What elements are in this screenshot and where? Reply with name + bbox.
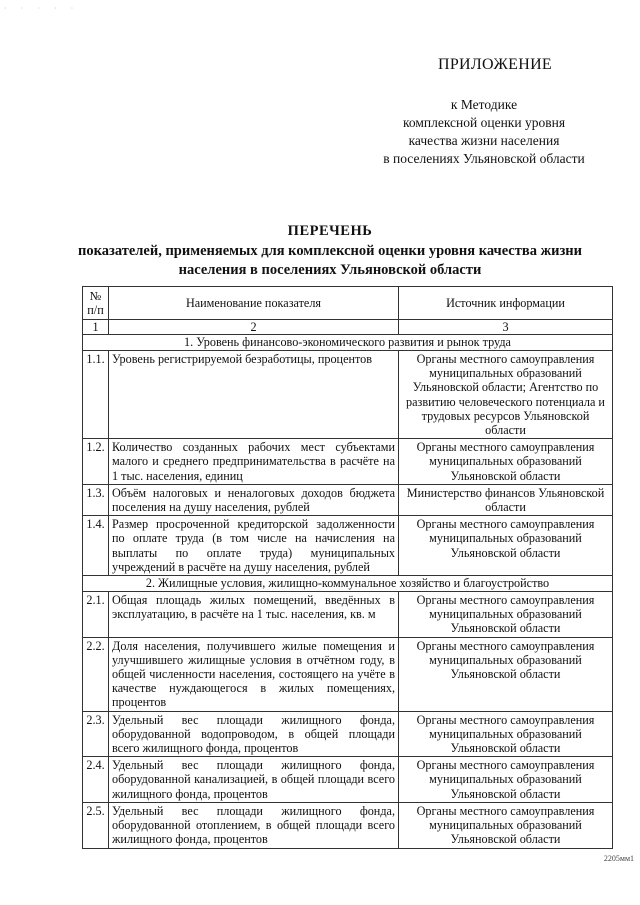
table-row (83, 637, 613, 711)
information-source: Органы местного самоуправления муниципальных образований Ульяновской области (399, 711, 613, 757)
section-title: 1. Уровень финансово-экономического развития и рынок труда (83, 335, 613, 351)
column-number: 2 (109, 320, 399, 335)
indicator-name: Доля населения, получившего жилые помещения и улучшившего жилищные условия в отчётном году, в общей численности населения, состоящего на учёте в качестве нуждающегося в жилых помещениях, процентов (109, 637, 399, 711)
indicator-name: Размер просроченной кредиторской задолженности по оплате труда (в том числе на начисления на выплаты по оплате труда) муниципальных учреждений в расчёте на душу населения, рублей (109, 516, 399, 576)
indicator-name: Общая площадь жилых помещений, введённых в эксплуатацию, в расчёте на 1 тыс. населения, кв. м (109, 592, 399, 638)
table-row (83, 439, 613, 485)
information-source: Органы местного самоуправления муниципальных образований Ульяновской области; Агентство по развитию человеческого потенциала и трудовых ресурсов Ульяновской области (399, 351, 613, 439)
page-code: 2205мм1 (603, 854, 634, 863)
column-number-row (83, 320, 613, 335)
indicator-name: Уровень регистрируемой безработицы, процентов (109, 351, 399, 439)
row-number: 2.1. (83, 592, 109, 638)
indicator-name: Удельный вес площади жилищного фонда, оборудованной канализацией, в общей площади всего жилищного фонда, процентов (109, 757, 399, 803)
row-number: 2.4. (83, 757, 109, 803)
appendix-title: ПРИЛОЖЕНИЕ (437, 56, 552, 73)
row-number: 1.2. (83, 439, 109, 485)
information-source: Органы местного самоуправления муниципальных образований Ульяновской области (399, 439, 613, 485)
information-source: Органы местного самоуправления муниципальных образований Ульяновской области (399, 592, 613, 638)
section-title: 2. Жилищные условия, жилищно-коммунальное хозяйство и благоустройство (83, 576, 613, 592)
document-subtitle: показателей, применяемых для комплексной оценки уровня качества жизни населения в поселениях Ульяновской области (78, 243, 582, 278)
information-source: Органы местного самоуправления муниципальных образований Ульяновской области (399, 516, 613, 576)
header-indicator-name: Наименование показателя (109, 287, 399, 320)
indicator-name: Количество созданных рабочих мест субъектами малого и среднего предпринимательства в расчёте на 1 тыс. населения, единиц (109, 439, 399, 485)
table-row (83, 484, 613, 515)
column-number: 1 (83, 320, 109, 335)
indicator-name: Удельный вес площади жилищного фонда, оборудованной водопроводом, в общей площади всего жилищного фонда, процентов (109, 711, 399, 757)
section-row (83, 335, 613, 351)
appendix-line: комплексной оценки уровня (402, 115, 566, 130)
section-row (83, 576, 613, 592)
table-header-row (83, 287, 613, 320)
indicator-name: Объём налоговых и неналоговых доходов бюджета поселения на душу населения, рублей (109, 484, 399, 515)
information-source: Министерство финансов Ульяновской области (399, 484, 613, 515)
row-number: 1.3. (83, 484, 109, 515)
appendix-line: качества жизни населения (408, 133, 560, 148)
table-row (83, 757, 613, 803)
appendix-line: к Методике (450, 97, 518, 112)
appendix-subtitle (354, 96, 614, 168)
header-number: № п/п (83, 287, 109, 320)
column-number: 3 (399, 320, 613, 335)
scan-margin-dots: · · · · · (4, 4, 80, 13)
header-source: Источник информации (399, 287, 613, 320)
row-number: 1.4. (83, 516, 109, 576)
information-source: Органы местного самоуправления муниципальных образований Ульяновской области (399, 637, 613, 711)
row-number: 2.3. (83, 711, 109, 757)
indicators-table (82, 286, 613, 849)
table-row (83, 592, 613, 638)
document-title: ПЕРЕЧЕНЬ (287, 223, 373, 239)
table-row (83, 711, 613, 757)
information-source: Органы местного самоуправления муниципальных образований Ульяновской области (399, 802, 613, 848)
information-source: Органы местного самоуправления муниципальных образований Ульяновской области (399, 757, 613, 803)
row-number: 2.5. (83, 802, 109, 848)
row-number: 2.2. (83, 637, 109, 711)
table-row (83, 802, 613, 848)
indicator-name: Удельный вес площади жилищного фонда, оборудованной отоплением, в общей площади всего жилищного фонда, процентов (109, 802, 399, 848)
indicators-table-body (83, 287, 613, 849)
row-number: 1.1. (83, 351, 109, 439)
table-row (83, 516, 613, 576)
table-row (83, 351, 613, 439)
appendix-line: в поселениях Ульяновской области (383, 151, 585, 166)
